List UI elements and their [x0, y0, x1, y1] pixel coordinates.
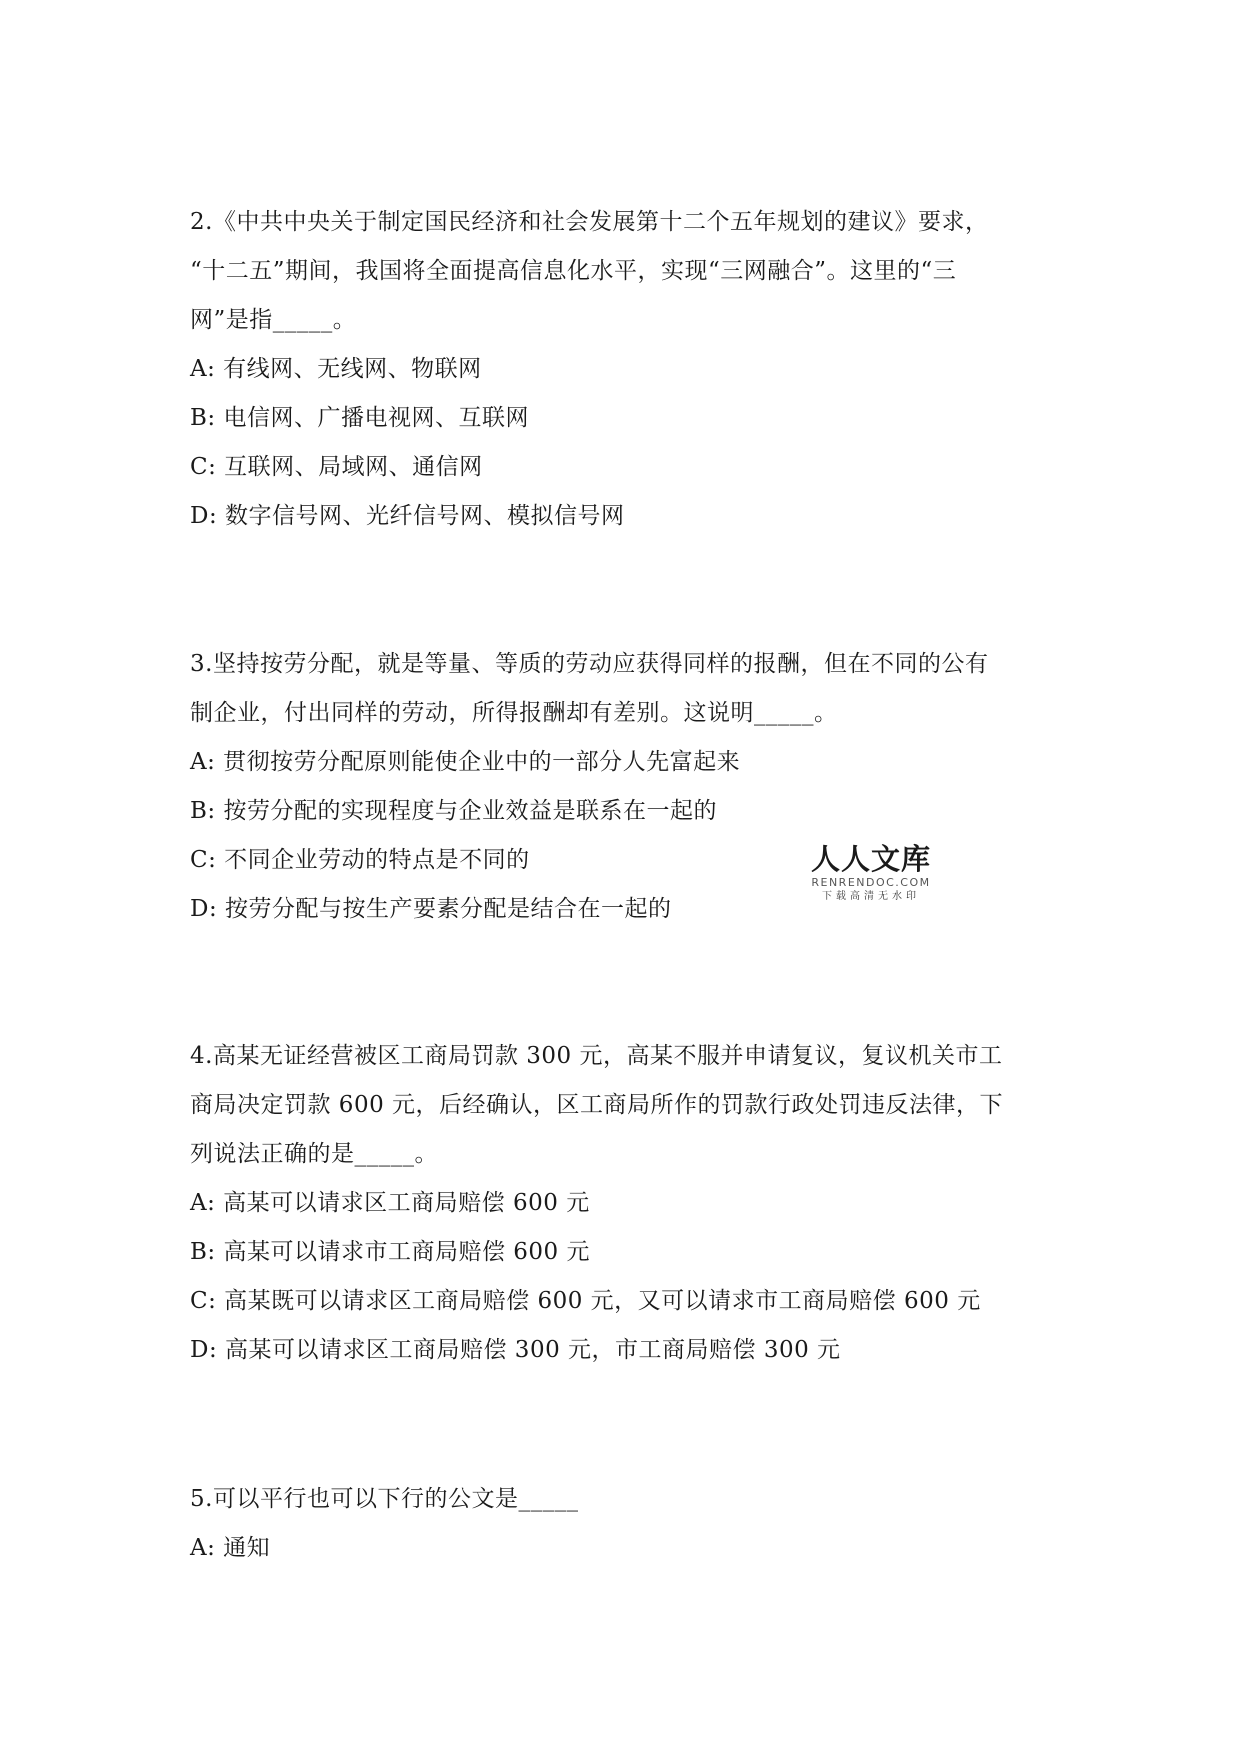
- watermark-subtitle: 下载高清无水印: [822, 891, 920, 902]
- watermark-domain: RENRENDOC.COM: [811, 876, 931, 889]
- question-text-line: “十二五”期间，我国将全面提高信息化水平，实现“三网融合”。这里的“三: [190, 258, 957, 284]
- watermark-logo: [806, 842, 936, 904]
- option-d: D: 按劳分配与按生产要素分配是结合在一起的: [190, 896, 672, 922]
- option-b: B: 高某可以请求市工商局赔偿 600 元: [190, 1239, 590, 1265]
- option-b: B: 按劳分配的实现程度与企业效益是联系在一起的: [190, 798, 717, 824]
- question-text-line: 商局决定罚款 600 元，后经确认，区工商局所作的罚款行政处罚违反法律，下: [190, 1092, 1004, 1118]
- option-c: C: 高某既可以请求区工商局赔偿 600 元，又可以请求市工商局赔偿 600 元: [190, 1288, 981, 1314]
- option-d: D: 高某可以请求区工商局赔偿 300 元，市工商局赔偿 300 元: [190, 1337, 841, 1363]
- question-5: [190, 1475, 1050, 1573]
- option-c: C: 互联网、局域网、通信网: [190, 454, 483, 480]
- question-text-line: 制企业，付出同样的劳动，所得报酬却有差别。这说明_____。: [190, 700, 838, 726]
- option-d: D: 数字信号网、光纤信号网、模拟信号网: [190, 503, 625, 529]
- question-text-line: 网”是指_____。: [190, 307, 357, 333]
- option-a: A: 贯彻按劳分配原则能使企业中的一部分人先富起来: [190, 749, 741, 775]
- option-a: A: 高某可以请求区工商局赔偿 600 元: [190, 1190, 590, 1216]
- option-a: A: 通知: [190, 1535, 271, 1561]
- option-b: B: 电信网、广播电视网、互联网: [190, 405, 529, 431]
- question-text-line: 2.《中共中央关于制定国民经济和社会发展第十二个五年规划的建议》要求，: [190, 209, 989, 235]
- question-text-line: 列说法正确的是_____。: [190, 1141, 438, 1167]
- question-4: [190, 1032, 1050, 1375]
- watermark-title: 人人文库: [810, 842, 931, 876]
- option-c: C: 不同企业劳动的特点是不同的: [190, 847, 530, 873]
- question-text-line: 4.高某无证经营被区工商局罚款 300 元，高某不服并申请复议，复议机关市工: [190, 1043, 1003, 1069]
- question-text-line: 3.坚持按劳分配，就是等量、等质的劳动应获得同样的报酬，但在不同的公有: [190, 651, 989, 677]
- question-text-line: 5.可以平行也可以下行的公文是_____: [190, 1486, 579, 1512]
- option-a: A: 有线网、无线网、物联网: [190, 356, 482, 382]
- question-2: [190, 198, 1050, 541]
